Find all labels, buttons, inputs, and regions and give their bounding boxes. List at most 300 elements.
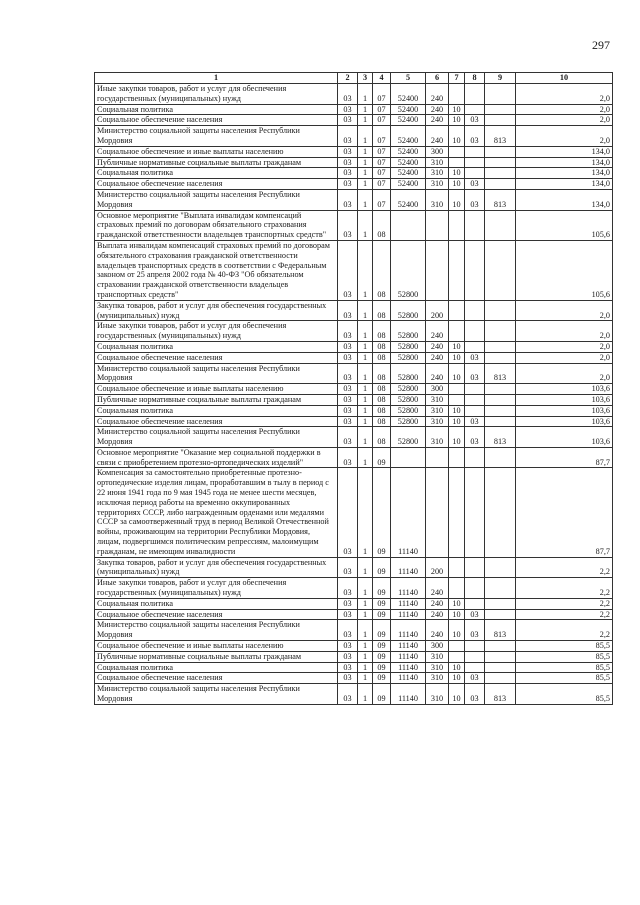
- row-code-cell: 10: [449, 189, 465, 210]
- row-name-cell: Социальное обеспечение и иные выплаты населению: [95, 146, 338, 157]
- row-code-cell: [465, 662, 485, 673]
- row-code-cell: 11140: [391, 641, 426, 652]
- row-code-cell: 1: [358, 662, 373, 673]
- row-code-cell: 09: [373, 684, 391, 705]
- row-code-cell: 1: [358, 179, 373, 190]
- row-code-cell: 07: [373, 84, 391, 105]
- row-amount-cell: 103,6: [516, 394, 613, 405]
- table-row: [95, 146, 613, 157]
- row-name-cell: Министерство социальной защиты населения Республики Мордовия: [95, 620, 338, 641]
- row-name-cell: Социальная политика: [95, 168, 338, 179]
- row-code-cell: 09: [373, 651, 391, 662]
- column-header: 6: [426, 73, 449, 84]
- row-code-cell: 310: [426, 651, 449, 662]
- row-code-cell: [391, 210, 426, 240]
- row-code-cell: 1: [358, 394, 373, 405]
- row-code-cell: 11140: [391, 662, 426, 673]
- row-code-cell: [485, 104, 516, 115]
- row-amount-cell: 87,7: [516, 468, 613, 557]
- row-code-cell: 300: [426, 146, 449, 157]
- row-amount-cell: 2,0: [516, 341, 613, 352]
- row-code-cell: 240: [426, 609, 449, 620]
- row-code-cell: 08: [373, 321, 391, 342]
- row-code-cell: [485, 210, 516, 240]
- row-code-cell: 52400: [391, 157, 426, 168]
- row-amount-cell: 2,2: [516, 557, 613, 578]
- row-name-cell: Социальная политика: [95, 598, 338, 609]
- row-code-cell: 03: [465, 115, 485, 126]
- row-amount-cell: 134,0: [516, 168, 613, 179]
- row-code-cell: [465, 84, 485, 105]
- row-code-cell: 07: [373, 168, 391, 179]
- column-header: 2: [338, 73, 358, 84]
- row-code-cell: [485, 352, 516, 363]
- column-header: 9: [485, 73, 516, 84]
- row-code-cell: [485, 341, 516, 352]
- row-code-cell: [449, 240, 465, 300]
- row-code-cell: [449, 384, 465, 395]
- row-code-cell: 1: [358, 168, 373, 179]
- row-code-cell: 1: [358, 416, 373, 427]
- row-name-cell: Социальная политика: [95, 662, 338, 673]
- row-amount-cell: 2,0: [516, 363, 613, 384]
- row-code-cell: [465, 447, 485, 468]
- row-code-cell: 240: [426, 126, 449, 147]
- table-row: [95, 684, 613, 705]
- row-code-cell: 10: [449, 609, 465, 620]
- row-code-cell: 03: [338, 240, 358, 300]
- row-code-cell: 07: [373, 179, 391, 190]
- row-code-cell: 08: [373, 210, 391, 240]
- row-code-cell: [449, 210, 465, 240]
- row-code-cell: 03: [338, 352, 358, 363]
- row-code-cell: 1: [358, 651, 373, 662]
- row-code-cell: [465, 104, 485, 115]
- row-name-cell: Социальное обеспечение населения: [95, 352, 338, 363]
- row-code-cell: [465, 146, 485, 157]
- row-code-cell: 10: [449, 168, 465, 179]
- table-row: [95, 598, 613, 609]
- row-code-cell: 1: [358, 641, 373, 652]
- row-code-cell: 08: [373, 300, 391, 321]
- row-code-cell: 52400: [391, 189, 426, 210]
- row-code-cell: 10: [449, 126, 465, 147]
- row-code-cell: 52800: [391, 384, 426, 395]
- table-row: [95, 84, 613, 105]
- row-name-cell: Министерство социальной защиты населения Республики Мордовия: [95, 126, 338, 147]
- row-code-cell: 10: [449, 662, 465, 673]
- row-code-cell: 08: [373, 352, 391, 363]
- row-code-cell: 10: [449, 684, 465, 705]
- row-code-cell: 03: [338, 447, 358, 468]
- row-code-cell: 09: [373, 662, 391, 673]
- row-name-cell: Социальная политика: [95, 341, 338, 352]
- row-code-cell: 03: [465, 427, 485, 448]
- column-header: 5: [391, 73, 426, 84]
- row-code-cell: [485, 240, 516, 300]
- row-code-cell: [465, 641, 485, 652]
- row-amount-cell: 2,0: [516, 300, 613, 321]
- row-code-cell: 03: [338, 146, 358, 157]
- row-name-cell: Основное мероприятие "Выплата инвалидам компенсаций страховых премий по договорам обязательного страхования гражданской ответственности владельцев транспортных средств": [95, 210, 338, 240]
- row-code-cell: [485, 609, 516, 620]
- column-header: 4: [373, 73, 391, 84]
- row-code-cell: [449, 157, 465, 168]
- row-code-cell: 09: [373, 673, 391, 684]
- row-amount-cell: 2,0: [516, 352, 613, 363]
- row-code-cell: 03: [338, 405, 358, 416]
- row-code-cell: 08: [373, 427, 391, 448]
- row-code-cell: 813: [485, 189, 516, 210]
- row-amount-cell: 85,5: [516, 651, 613, 662]
- row-name-cell: Публичные нормативные социальные выплаты гражданам: [95, 394, 338, 405]
- row-code-cell: 03: [338, 321, 358, 342]
- row-code-cell: 1: [358, 341, 373, 352]
- row-code-cell: 03: [338, 427, 358, 448]
- row-code-cell: 03: [338, 394, 358, 405]
- row-code-cell: 03: [465, 416, 485, 427]
- row-code-cell: [426, 447, 449, 468]
- row-code-cell: 08: [373, 384, 391, 395]
- row-code-cell: 08: [373, 363, 391, 384]
- row-name-cell: Иные закупки товаров, работ и услуг для обеспечения государственных (муниципальных) нужд: [95, 578, 338, 599]
- row-code-cell: 1: [358, 146, 373, 157]
- row-amount-cell: 85,5: [516, 662, 613, 673]
- table-row: [95, 620, 613, 641]
- row-name-cell: Закупка товаров, работ и услуг для обеспечения государственных (муниципальных) нужд: [95, 300, 338, 321]
- row-code-cell: [485, 405, 516, 416]
- row-code-cell: 1: [358, 673, 373, 684]
- row-code-cell: 11140: [391, 557, 426, 578]
- table-row: [95, 179, 613, 190]
- table-row: [95, 189, 613, 210]
- row-amount-cell: 105,6: [516, 210, 613, 240]
- row-code-cell: 1: [358, 126, 373, 147]
- row-code-cell: [449, 84, 465, 105]
- row-code-cell: 10: [449, 341, 465, 352]
- row-amount-cell: 2,2: [516, 598, 613, 609]
- row-amount-cell: 2,2: [516, 609, 613, 620]
- row-name-cell: Иные закупки товаров, работ и услуг для обеспечения государственных (муниципальных) нужд: [95, 84, 338, 105]
- column-header: 3: [358, 73, 373, 84]
- row-amount-cell: 134,0: [516, 146, 613, 157]
- row-code-cell: 03: [338, 189, 358, 210]
- row-code-cell: 52800: [391, 341, 426, 352]
- row-code-cell: [485, 673, 516, 684]
- row-code-cell: 07: [373, 126, 391, 147]
- row-code-cell: 03: [465, 352, 485, 363]
- row-code-cell: 10: [449, 363, 465, 384]
- row-name-cell: Выплата инвалидам компенсаций страховых премий по договорам обязательного страхования гражданской ответственности владельцев транспортных средств в соответствии с Федеральным законом от 25 апреля 2002 года № 40-ФЗ "Об обязательном страховании гражданской ответственности владельцев транспортных средств": [95, 240, 338, 300]
- row-code-cell: 10: [449, 405, 465, 416]
- row-code-cell: [485, 394, 516, 405]
- row-code-cell: 03: [465, 609, 485, 620]
- row-code-cell: 310: [426, 673, 449, 684]
- table-row: [95, 104, 613, 115]
- row-name-cell: Публичные нормативные социальные выплаты гражданам: [95, 651, 338, 662]
- column-header: 1: [95, 73, 338, 84]
- row-code-cell: 11140: [391, 651, 426, 662]
- row-amount-cell: 103,6: [516, 416, 613, 427]
- row-code-cell: [465, 598, 485, 609]
- row-code-cell: 03: [338, 609, 358, 620]
- row-name-cell: Закупка товаров, работ и услуг для обеспечения государственных (муниципальных) нужд: [95, 557, 338, 578]
- row-code-cell: 10: [449, 115, 465, 126]
- row-code-cell: 310: [426, 662, 449, 673]
- row-code-cell: 1: [358, 609, 373, 620]
- row-code-cell: [465, 300, 485, 321]
- row-code-cell: 300: [426, 641, 449, 652]
- row-code-cell: 10: [449, 179, 465, 190]
- row-amount-cell: 134,0: [516, 157, 613, 168]
- row-code-cell: [485, 557, 516, 578]
- row-code-cell: [449, 447, 465, 468]
- row-code-cell: 1: [358, 557, 373, 578]
- row-code-cell: 52800: [391, 240, 426, 300]
- row-code-cell: 52400: [391, 84, 426, 105]
- row-code-cell: [485, 384, 516, 395]
- row-code-cell: [485, 598, 516, 609]
- row-amount-cell: 2,2: [516, 620, 613, 641]
- table-row: [95, 651, 613, 662]
- row-code-cell: 11140: [391, 609, 426, 620]
- row-code-cell: 240: [426, 352, 449, 363]
- row-name-cell: Социальное обеспечение населения: [95, 609, 338, 620]
- column-header: 7: [449, 73, 465, 84]
- row-code-cell: [449, 557, 465, 578]
- table-row: [95, 394, 613, 405]
- row-amount-cell: 2,0: [516, 104, 613, 115]
- table-row: [95, 405, 613, 416]
- row-code-cell: 09: [373, 557, 391, 578]
- row-code-cell: [449, 641, 465, 652]
- row-code-cell: [485, 146, 516, 157]
- row-code-cell: 813: [485, 427, 516, 448]
- row-code-cell: 52400: [391, 126, 426, 147]
- row-code-cell: [449, 651, 465, 662]
- row-code-cell: [465, 651, 485, 662]
- row-code-cell: 1: [358, 157, 373, 168]
- row-amount-cell: 103,6: [516, 384, 613, 395]
- row-code-cell: 1: [358, 104, 373, 115]
- row-code-cell: 813: [485, 620, 516, 641]
- row-code-cell: 52800: [391, 427, 426, 448]
- row-code-cell: 11140: [391, 620, 426, 641]
- row-amount-cell: 103,6: [516, 427, 613, 448]
- row-code-cell: [465, 168, 485, 179]
- row-amount-cell: 105,6: [516, 240, 613, 300]
- row-name-cell: Социальное обеспечение населения: [95, 673, 338, 684]
- row-code-cell: 11140: [391, 468, 426, 557]
- row-amount-cell: 85,5: [516, 641, 613, 652]
- row-code-cell: 09: [373, 641, 391, 652]
- row-code-cell: 07: [373, 146, 391, 157]
- row-code-cell: [449, 300, 465, 321]
- row-code-cell: 09: [373, 578, 391, 599]
- row-code-cell: 03: [338, 126, 358, 147]
- table-row: [95, 157, 613, 168]
- row-code-cell: 09: [373, 468, 391, 557]
- row-code-cell: [465, 468, 485, 557]
- row-code-cell: 52800: [391, 352, 426, 363]
- row-code-cell: 240: [426, 104, 449, 115]
- table-row: [95, 609, 613, 620]
- row-code-cell: 08: [373, 240, 391, 300]
- row-code-cell: 03: [465, 363, 485, 384]
- row-name-cell: Социальное обеспечение населения: [95, 416, 338, 427]
- row-code-cell: 03: [338, 157, 358, 168]
- row-name-cell: Министерство социальной защиты населения Республики Мордовия: [95, 427, 338, 448]
- row-code-cell: 03: [465, 189, 485, 210]
- table-row: [95, 641, 613, 652]
- row-name-cell: Социальное обеспечение и иные выплаты населению: [95, 641, 338, 652]
- row-code-cell: 1: [358, 300, 373, 321]
- row-code-cell: 1: [358, 427, 373, 448]
- row-code-cell: [465, 557, 485, 578]
- column-header: 8: [465, 73, 485, 84]
- row-code-cell: 1: [358, 240, 373, 300]
- row-code-cell: [449, 468, 465, 557]
- row-code-cell: 03: [465, 620, 485, 641]
- row-code-cell: 03: [338, 115, 358, 126]
- row-code-cell: 03: [338, 578, 358, 599]
- row-code-cell: 1: [358, 447, 373, 468]
- row-code-cell: 03: [338, 620, 358, 641]
- row-code-cell: 10: [449, 104, 465, 115]
- table-row: [95, 300, 613, 321]
- row-code-cell: 07: [373, 115, 391, 126]
- budget-table: [94, 72, 613, 705]
- row-code-cell: [465, 341, 485, 352]
- row-code-cell: 03: [338, 416, 358, 427]
- row-amount-cell: 87,7: [516, 447, 613, 468]
- row-code-cell: 10: [449, 352, 465, 363]
- table-row: [95, 662, 613, 673]
- table-row: [95, 673, 613, 684]
- row-code-cell: 11140: [391, 684, 426, 705]
- row-amount-cell: 103,6: [516, 405, 613, 416]
- table-body: [95, 84, 613, 705]
- row-code-cell: 03: [338, 598, 358, 609]
- row-code-cell: 1: [358, 684, 373, 705]
- row-code-cell: 03: [465, 673, 485, 684]
- row-code-cell: [465, 405, 485, 416]
- row-code-cell: 240: [426, 620, 449, 641]
- row-code-cell: 240: [426, 578, 449, 599]
- row-code-cell: 03: [465, 126, 485, 147]
- row-code-cell: 310: [426, 416, 449, 427]
- row-code-cell: 52800: [391, 300, 426, 321]
- row-code-cell: 03: [338, 384, 358, 395]
- row-name-cell: Социальная политика: [95, 104, 338, 115]
- row-code-cell: 03: [465, 684, 485, 705]
- row-code-cell: 52800: [391, 394, 426, 405]
- row-code-cell: 310: [426, 168, 449, 179]
- row-name-cell: Компенсация за самостоятельно приобретенные протезно-ортопедические изделия лицам, проработавшим в тылу в период с 22 июня 1941 года по 9 мая 1945 года не менее шести месяцев, исключая период работы на временно оккупированных территориях СССР, либо награжденным орденами или медалями СССР за самоотверженный труд в период Великой Отечественной войны, проживающим на территории Республики Мордовия, лицам, подвергшимся политическим репрессиям, малоимущим гражданам, не имеющим инвалидности: [95, 468, 338, 557]
- row-code-cell: 03: [338, 210, 358, 240]
- row-code-cell: 1: [358, 468, 373, 557]
- row-code-cell: 52400: [391, 104, 426, 115]
- row-code-cell: 52800: [391, 416, 426, 427]
- row-amount-cell: 2,0: [516, 321, 613, 342]
- row-code-cell: [426, 240, 449, 300]
- table-row: [95, 427, 613, 448]
- row-code-cell: 310: [426, 394, 449, 405]
- row-code-cell: 1: [358, 84, 373, 105]
- row-code-cell: [426, 210, 449, 240]
- row-code-cell: [465, 394, 485, 405]
- row-code-cell: 10: [449, 598, 465, 609]
- table-row: [95, 341, 613, 352]
- row-code-cell: 03: [338, 363, 358, 384]
- row-code-cell: 52800: [391, 405, 426, 416]
- table-row: [95, 321, 613, 342]
- row-code-cell: 1: [358, 384, 373, 395]
- row-code-cell: 310: [426, 179, 449, 190]
- row-code-cell: 03: [338, 662, 358, 673]
- row-name-cell: Министерство социальной защиты населения Республики Мордовия: [95, 189, 338, 210]
- row-code-cell: [449, 146, 465, 157]
- row-code-cell: 08: [373, 416, 391, 427]
- column-header: 10: [516, 73, 613, 84]
- row-code-cell: 10: [449, 673, 465, 684]
- row-code-cell: 10: [449, 620, 465, 641]
- table-header-row: [95, 73, 613, 84]
- row-code-cell: [465, 210, 485, 240]
- row-code-cell: 07: [373, 104, 391, 115]
- row-code-cell: 813: [485, 126, 516, 147]
- row-code-cell: 1: [358, 115, 373, 126]
- table-row: [95, 578, 613, 599]
- row-code-cell: 240: [426, 84, 449, 105]
- row-code-cell: [485, 179, 516, 190]
- table-row: [95, 363, 613, 384]
- row-code-cell: 1: [358, 210, 373, 240]
- row-code-cell: 813: [485, 684, 516, 705]
- row-code-cell: 310: [426, 189, 449, 210]
- row-code-cell: 07: [373, 157, 391, 168]
- row-code-cell: 03: [338, 673, 358, 684]
- table-row: [95, 447, 613, 468]
- row-amount-cell: 85,5: [516, 673, 613, 684]
- row-code-cell: [485, 321, 516, 342]
- row-code-cell: [485, 84, 516, 105]
- row-code-cell: [449, 394, 465, 405]
- row-code-cell: [485, 168, 516, 179]
- row-code-cell: [465, 578, 485, 599]
- row-code-cell: 03: [338, 641, 358, 652]
- row-code-cell: 310: [426, 405, 449, 416]
- row-code-cell: 09: [373, 598, 391, 609]
- page-number: 297: [592, 38, 610, 52]
- row-code-cell: 52400: [391, 115, 426, 126]
- row-amount-cell: 2,0: [516, 84, 613, 105]
- row-code-cell: 03: [465, 179, 485, 190]
- row-code-cell: [391, 447, 426, 468]
- row-code-cell: 1: [358, 321, 373, 342]
- row-code-cell: 240: [426, 598, 449, 609]
- row-code-cell: 240: [426, 321, 449, 342]
- row-code-cell: 52800: [391, 321, 426, 342]
- table-row: [95, 557, 613, 578]
- table-row: [95, 210, 613, 240]
- row-code-cell: 310: [426, 157, 449, 168]
- row-code-cell: [449, 321, 465, 342]
- table-row: [95, 126, 613, 147]
- row-code-cell: 1: [358, 352, 373, 363]
- row-code-cell: 52400: [391, 168, 426, 179]
- row-code-cell: [465, 240, 485, 300]
